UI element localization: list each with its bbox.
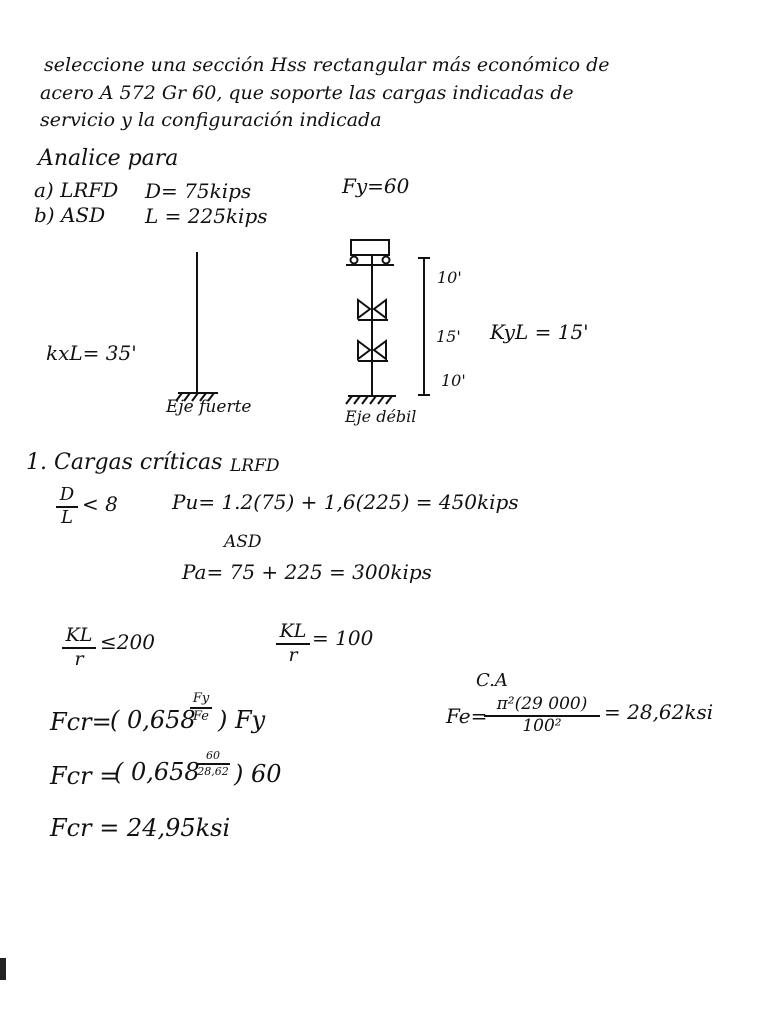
- problem-line-2: acero A 572 Gr 60, que soporte las cargas indicadas de: [40, 82, 574, 104]
- kl-limit-denominator: r: [74, 647, 84, 670]
- case-b-label: b) ASD: [34, 203, 106, 227]
- case-a-label: a) LRFD: [34, 178, 119, 202]
- pu-equation: Pu= 1.2(75) + 1,6(225) = 450kips: [172, 490, 519, 514]
- problem-line-1: seleccione una sección Hss rectangular más económico de: [44, 54, 610, 76]
- pa-equation: Pa= 75 + 225 = 300kips: [182, 560, 432, 584]
- segment-mid-length: 15': [436, 327, 461, 346]
- fe-result: = 28,62ksi: [604, 700, 714, 724]
- segment-top-length: 10': [437, 268, 462, 287]
- calc-aside-label: C.A: [476, 670, 508, 691]
- fcr-line-1-base: ( 0,658: [110, 706, 196, 734]
- ratio-numerator: D: [59, 484, 75, 505]
- fcr-line-1-prefix: Fcr=: [50, 708, 112, 736]
- page-edge-mark: [0, 958, 6, 980]
- fe-numerator: π²(29 000): [496, 694, 588, 714]
- asd-label: ASD: [224, 532, 262, 552]
- fy-value: Fy=60: [342, 174, 410, 198]
- strong-axis-kxl: kxL= 35': [46, 341, 137, 365]
- strong-axis-label: Eje fuerte: [166, 397, 252, 417]
- exp1-numerator: Fy: [192, 691, 210, 706]
- fcr-result: Fcr = 24,95ksi: [50, 814, 231, 842]
- weak-axis-column: [346, 240, 396, 404]
- dead-load-value: D= 75kips: [145, 179, 252, 203]
- fcr-line-2-base: ( 0,658: [114, 758, 200, 786]
- weak-axis-label: Eje débil: [345, 407, 417, 426]
- problem-line-3: servicio y la configuración indicada: [40, 109, 382, 131]
- strong-axis-column: [176, 252, 218, 401]
- fcr-line-1-close: ) Fy: [218, 706, 266, 734]
- exp2-numerator: 60: [206, 749, 220, 762]
- live-load-value: L = 225kips: [145, 204, 268, 228]
- kl-r-limit-fraction: [62, 626, 96, 670]
- fe-fraction: [484, 696, 600, 736]
- kl-value-numerator: KL: [279, 620, 307, 642]
- weak-axis-kyl: KyL = 15': [490, 320, 589, 344]
- kl-limit-numerator: KL: [65, 624, 93, 646]
- d-over-l-ratio: [56, 486, 78, 528]
- dimension-line: [418, 258, 430, 395]
- analyze-heading: Analice para: [38, 146, 179, 171]
- kl-value-denominator: r: [288, 643, 298, 666]
- segment-bottom-length: 10': [441, 371, 466, 390]
- slenderness-value: = 100: [312, 626, 374, 650]
- fe-denominator: 100²: [522, 715, 562, 736]
- fcr-line-2-exponent: [196, 750, 230, 777]
- fcr-line-1-exponent: [190, 692, 212, 723]
- step-1-heading: 1. Cargas críticas: [26, 450, 223, 475]
- fcr-line-2-prefix: Fcr =: [50, 762, 120, 790]
- kl-r-value-fraction: [276, 622, 310, 666]
- exp1-denominator: Fe: [192, 708, 209, 724]
- fcr-line-2-close: ) 60: [234, 760, 282, 788]
- exp2-denominator: 28,62: [197, 764, 229, 778]
- slenderness-limit: ≤200: [100, 630, 155, 654]
- ratio-relation: < 8: [82, 492, 118, 516]
- lrfd-label: LRFD: [230, 456, 280, 476]
- ratio-denominator: L: [61, 506, 73, 528]
- fe-prefix: Fe=: [446, 704, 488, 728]
